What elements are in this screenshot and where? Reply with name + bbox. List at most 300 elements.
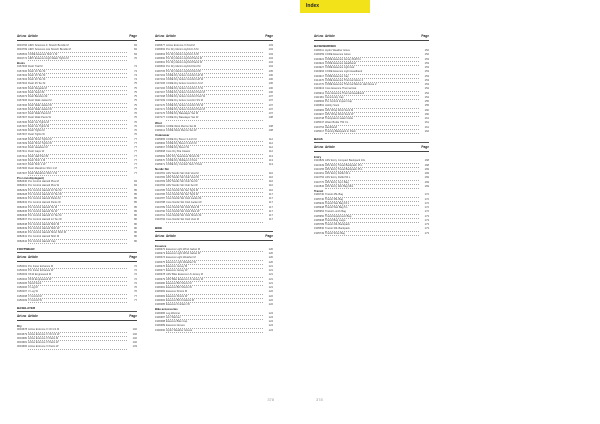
page-number: 113 (268, 163, 273, 166)
article-number: 1907165 (155, 82, 166, 86)
index-row[interactable] (155, 163, 273, 167)
article-number: 1904994 (314, 70, 325, 74)
article-title: CORE Dry Active Comfort LS W (166, 87, 263, 91)
page-number: 121 (268, 286, 273, 289)
index-row[interactable] (314, 130, 429, 134)
article-number: 1910349 (314, 163, 325, 167)
page-number: 77 (134, 167, 137, 171)
header-art: Art.no (17, 254, 27, 259)
header-rule (155, 40, 273, 41)
article-number: 1904781 (155, 171, 166, 175)
header-page: Page (129, 34, 137, 38)
article-number: 9082637 (17, 218, 28, 222)
page-number: 86 (134, 235, 137, 239)
page-number: 75 (134, 90, 137, 94)
article-number: 9167306 (17, 65, 28, 69)
article-title: Active Extreme X Pants W (28, 341, 127, 345)
article-title: CORE Dry Baselayer Set M (166, 112, 263, 116)
article-number: 1906459 (314, 53, 325, 57)
column-header (155, 34, 273, 40)
article-number: 9082631 (17, 184, 28, 188)
article-title: Community Cap (325, 96, 419, 100)
article-number: 1905950 (314, 214, 325, 218)
article-title: Core Nordic Ski Club Pant W (166, 210, 263, 214)
article-number: 1906694 (155, 65, 166, 69)
page-number: 120 (268, 252, 273, 255)
page-number: 113 (268, 158, 273, 162)
page-number: 104 (268, 56, 273, 60)
header-art: Art.no (17, 314, 27, 318)
article-number: 9082632 (17, 201, 28, 205)
index-row[interactable] (155, 129, 273, 133)
subsection-heading: Nordic Ski (155, 167, 169, 172)
article-title: Pro Dry Merino Hybrid Pants W (166, 61, 263, 65)
article-title: Pro Control Hazard 10 Tex W (28, 193, 127, 197)
header-art: Art.no (155, 34, 165, 38)
article-title: Rush Marathon Shirt 1 M (28, 167, 127, 171)
article-number: 1905667 (155, 146, 166, 149)
article-number: 9082635 (17, 209, 28, 213)
page-number: 120 (268, 256, 273, 260)
article-title: CORE Dry Active Comfort SS M (166, 99, 263, 103)
page-number: 116 (268, 188, 273, 192)
article-number: 1906377 (155, 269, 166, 272)
article-title: Pro Control Hazard Shirt M (28, 235, 127, 239)
article-number: 1907177 (155, 116, 166, 120)
article-title: Transparent water bottle (325, 117, 419, 121)
article-number: 9167308 (17, 137, 28, 141)
article-number: 1904782 (155, 175, 166, 179)
section-rule (17, 311, 137, 312)
article-title: Essence Gloves (166, 324, 263, 328)
page-number: 108 (268, 116, 273, 120)
article-number: 9167306 (17, 107, 28, 111)
article-title: ADV Entry Compact Backpack 10L (325, 159, 419, 163)
article-number: 1909012 (155, 129, 166, 132)
article-number: 9004679 (17, 332, 28, 336)
page-number: 74 (134, 65, 137, 69)
article-title: Essence Bib Knickers M (166, 299, 263, 303)
article-title: Pro Control Hazard 10 Tex M (28, 189, 127, 193)
article-number: 1906373 (155, 252, 166, 255)
article-number: 1904784 (155, 184, 166, 188)
page-number: 84 (134, 52, 137, 56)
article-title: CORE Essence Jersey Buff Kit (325, 58, 419, 62)
page-number: 72 (134, 281, 137, 285)
article-title: CORE Dry Boxer 6-Inch M (166, 142, 263, 146)
article-number: 9082628 (17, 192, 28, 196)
page-number: 113 (268, 154, 273, 158)
article-number: 9167307 (17, 124, 28, 128)
index-row[interactable] (155, 218, 273, 222)
article-number: 9004681 (17, 341, 28, 344)
header-page: Page (421, 34, 429, 38)
article-number: 1907166 (155, 86, 166, 90)
header-rule (155, 240, 273, 241)
article-number: 1904917 (314, 74, 325, 78)
article-title: ADV Entry Duffel 50 L (325, 176, 419, 180)
page-number: 169 (424, 167, 429, 171)
page-number: 107 (268, 107, 273, 111)
article-number: 9152073 (17, 95, 28, 98)
page-number: 117 (268, 192, 273, 196)
page-number: 121 (268, 264, 273, 268)
article-number: 1905938 (314, 218, 325, 222)
article-number: 1907164 (155, 78, 166, 81)
article-title: Rush Walk Pants W (28, 116, 127, 120)
right-page (288, 0, 600, 424)
page-number: 153 (424, 70, 429, 74)
article-number: 1906376 (155, 264, 166, 268)
page-number: 160 (424, 108, 429, 112)
article-title: Active Extreme X CN LS M (28, 328, 127, 332)
article-title: Pro Control Hazard Pants W (28, 201, 127, 205)
article-number: 9004682 (17, 345, 28, 349)
page-number: 106 (268, 86, 273, 90)
page-number: 75 (134, 103, 137, 107)
page-number: 124 (268, 328, 273, 332)
article-number: 9150007 (17, 290, 28, 294)
page-number: 74 (134, 73, 137, 77)
page-number: 112 (268, 141, 273, 145)
page-number: 172 (424, 193, 429, 197)
page-number: 106 (268, 90, 273, 94)
article-title: Rush 15 Tex M (28, 74, 127, 78)
article-number: 9167312 (17, 154, 28, 158)
page-number: 153 (424, 66, 429, 69)
article-number: 1906692 (155, 48, 166, 52)
article-title: ADV Entry Travel Backpack 25 L (325, 168, 419, 172)
article-number: 1905670 (155, 158, 166, 162)
article-number: 1910752 (314, 176, 325, 180)
column-header (314, 34, 429, 40)
page-number: 117 (268, 218, 273, 222)
page-number: 85 (134, 205, 137, 209)
page-number: 122 (268, 298, 273, 302)
index-row[interactable] (155, 303, 273, 307)
article-title: CORE Dry Active Comfort HZ M (166, 74, 263, 78)
article-title: CORE Dry Midlayer 2 Pant (166, 159, 263, 163)
article-title: ADV Dry Seamless Shorts M (166, 155, 263, 159)
article-title: Essence Shorts W (166, 295, 263, 299)
page-number: 124 (268, 311, 273, 315)
section-rule (314, 142, 429, 143)
page-number: 85 (134, 201, 137, 205)
article-number: 9167302 (17, 73, 28, 77)
article-number: 1906384 (155, 298, 166, 302)
article-number: 1904927 (314, 66, 325, 69)
article-number: 9167306 (17, 69, 28, 73)
article-number: 1906375 (155, 260, 166, 264)
index-row[interactable] (17, 345, 137, 349)
column-header (17, 314, 137, 320)
index-row[interactable] (17, 57, 137, 61)
index-row[interactable] (17, 172, 137, 176)
article-number: 1910846 (314, 184, 325, 188)
article-title: Rush Half Pant M (28, 155, 127, 159)
article-number: 9167304 (17, 82, 28, 86)
article-title: Essence Jersey M (166, 265, 263, 269)
article-title: Rush Shirt 1 M (28, 159, 127, 163)
article-title: Essence Light Wind Jacket W (166, 252, 263, 256)
article-title: ADV Nordic Ski Club Set M (166, 180, 263, 184)
index-row[interactable] (155, 329, 273, 333)
page-number: 86 (134, 231, 137, 234)
article-title: CORE Dry Active Comfort HZ W (166, 78, 263, 82)
article-title: Pro Control Hazard Cap (28, 240, 127, 244)
article-title: CORE Essence Light Headband (325, 70, 419, 74)
page-number: 75 (134, 99, 137, 103)
page-number: 160 (424, 112, 429, 116)
article-title: Rush Tights M (28, 129, 127, 133)
page-number: 104 (268, 52, 273, 56)
subsection-heading: Underwear (155, 133, 170, 138)
article-number: 9150009 (17, 298, 28, 302)
page-number: 104 (268, 61, 273, 64)
page-number: 161 (424, 117, 429, 120)
article-number: 1904790 (155, 209, 166, 213)
page-number: 172 (424, 206, 429, 209)
page-number: 162 (424, 129, 429, 133)
page-number: 103 (268, 44, 273, 47)
subsection-heading: Wool (155, 120, 162, 125)
article-title: Rush Marathon Shirt 1 W (28, 172, 127, 176)
article-title: Pro Inster Enhance M (28, 265, 127, 269)
article-title: ADV Wrap Wool Sock W (325, 113, 419, 117)
article-title: Transit Equipment Bag (325, 215, 419, 219)
page-number: 84 (134, 44, 137, 47)
article-number: 1905047 (314, 121, 325, 125)
page-number: 153 (424, 57, 429, 61)
article-title: Active Extreme X Pants W (28, 345, 127, 349)
article-number: 9167306 (17, 158, 28, 162)
page-number: 153 (424, 74, 429, 78)
article-title: CORE Dry Comfort Sub-T Pant (166, 163, 263, 167)
article-number: 1906740 (314, 193, 325, 197)
article-title: ADV Entry Wet Bag Mini (325, 185, 419, 189)
article-number: 1910829 (314, 159, 325, 163)
article-number: 1906380 (155, 281, 166, 285)
article-number: 1907171 (155, 107, 166, 111)
page-number: 161 (424, 121, 429, 125)
article-number: 9150005 (17, 281, 28, 285)
index-row[interactable] (155, 116, 273, 120)
article-title: Rush Walk Pants M (28, 112, 127, 116)
section-rule (17, 252, 137, 253)
column-header (17, 34, 137, 40)
page-number: 77 (134, 146, 137, 149)
page-number: 77 (134, 298, 137, 302)
page-number: 124 (268, 324, 273, 328)
page-number: 72 (134, 277, 137, 281)
article-title: Core Nordic Ski Club Jacket W (166, 201, 263, 205)
article-title: Rush Shirt 1 W (28, 163, 127, 167)
article-number: 1906891 (314, 104, 325, 108)
page-number: 72 (134, 273, 137, 277)
article-number: 1906372 (155, 247, 166, 251)
page-number: 77 (134, 171, 137, 175)
article-title: CORE Essence Thermal Glove 2 (325, 79, 419, 83)
article-title: ADV Nordic Ski Club Vest M (166, 172, 263, 176)
article-title: Core Nordic Ski Set Tight M (166, 189, 263, 193)
article-title: Pro Dry Merino Hybrid LS M (166, 48, 263, 52)
article-number: 9082641 (17, 235, 28, 239)
header-art: Art.no (314, 34, 324, 38)
article-title: XF10 Engineered M (28, 273, 127, 277)
article-title: ADV Nordic Ski Club Vest W (166, 176, 263, 180)
page-number: 77 (134, 150, 137, 154)
article-title: Core Nordic Ski Set Tight W (166, 193, 263, 197)
page-number: 169 (424, 176, 429, 180)
article-title: Rush Tights W (28, 133, 127, 137)
article-number: 1906382 (155, 290, 166, 294)
article-number: 1904913 (314, 87, 325, 91)
article-number: 1905749 (314, 231, 325, 235)
page-number: 116 (268, 180, 273, 183)
article-number: 9004774 (17, 56, 28, 60)
page-number: 173 (424, 227, 429, 231)
left-page (0, 0, 288, 424)
header-rule (17, 261, 137, 262)
header-article: Article (325, 34, 335, 38)
index-column-2 (155, 34, 273, 333)
article-number: 1905671 (155, 163, 166, 166)
index-row[interactable] (314, 185, 429, 189)
article-number: 9167311 (17, 150, 27, 154)
article-number: 1905949 (314, 201, 325, 205)
article-title: CORE Dry Active Comfort SS W (166, 104, 263, 108)
article-title: Core Nordic Ski Club Jacket M (166, 197, 263, 201)
index-row[interactable] (17, 299, 137, 303)
header-article: Article (166, 233, 176, 238)
page-number: 124 (268, 320, 273, 323)
page-number: 77 (134, 137, 137, 141)
section-heading: FOOTWEAR (17, 246, 35, 251)
page-number: 84 (134, 48, 137, 52)
article-number: 1904921 (314, 57, 325, 61)
page-number: 104 (268, 65, 273, 69)
article-number: 1906386 (155, 311, 166, 315)
page-number: 112 (268, 137, 273, 141)
section-heading: BASELAYER (17, 306, 36, 310)
article-title: Transit Bag Large (325, 219, 419, 223)
article-title: Arm Warmer (166, 316, 263, 320)
article-title: Core Nordic Ski Club Vest M (166, 218, 263, 222)
article-number: 9004766 (17, 44, 28, 47)
article-number: 9082634 (17, 205, 28, 209)
page-number: 74 (134, 78, 137, 81)
article-title: Active Extreme X Kind M (166, 44, 263, 48)
article-title: ADV Entry Duffel 30 L (325, 172, 419, 176)
page-number: 107 (268, 99, 273, 103)
subsection-heading: Essence (155, 243, 167, 248)
index-column-1 (17, 34, 137, 350)
page-number: 152 (424, 53, 429, 57)
article-title: Active Extreme X CN LS W (28, 333, 127, 337)
article-title: Transit 30L Backpack (325, 227, 419, 231)
header-page: Page (129, 254, 137, 259)
header-page: Page (129, 314, 137, 318)
article-number: 1904791 (155, 214, 166, 217)
page-number: 76 (134, 133, 137, 137)
header-rule (314, 151, 429, 152)
article-title: Essence Bib Shorts M (166, 282, 263, 286)
page-number: 154 (424, 95, 429, 99)
index-row[interactable] (17, 240, 137, 244)
page-number: 76 (134, 124, 137, 128)
article-number: 1904792 (155, 218, 166, 222)
article-title: CORE Essence Glove (325, 53, 419, 57)
page-number: 85 (134, 197, 137, 200)
article-title: Pro Dry Merino Hybrid LS W (166, 53, 263, 57)
article-title: Transit Wet Bag 5 L (325, 206, 419, 210)
page-number: 168 (424, 163, 429, 167)
article-number: 1906381 (155, 286, 166, 289)
article-title: Rush Walk Jacket W (28, 104, 127, 108)
page-number: 76 (134, 120, 137, 124)
article-number: 1904907 (314, 112, 325, 116)
article-title: ADV Entry Gym Bag (325, 181, 419, 185)
article-number: 1906390 (155, 328, 166, 332)
article-number: 1907169 (155, 99, 166, 103)
article-title: Essence Light Wind Jacket M (166, 248, 263, 252)
article-number: 9082630 (17, 180, 28, 183)
page-number: 122 (268, 294, 273, 298)
article-title: CORE Dry Active Comfort Pant W (166, 95, 263, 99)
article-title: Essence Jersey W (166, 269, 263, 273)
article-number: 1906705 (155, 69, 166, 73)
page-number: 106 (268, 73, 273, 77)
article-title: Training Backpack In Pack (325, 130, 419, 134)
index-row[interactable] (314, 232, 429, 236)
article-title: CORE Essence Shirt 1 M (28, 53, 127, 57)
article-title: Rush Go Tights M (28, 121, 127, 125)
article-title: CORE Dry Boxer W (166, 146, 263, 150)
article-title: Pro Control Impact Cap (325, 100, 419, 104)
article-title: Pro Inster Enhance W (28, 269, 127, 273)
page-number: 85 (134, 209, 137, 213)
article-title: Pro Dry Merino Hybrid Kind M (166, 65, 263, 69)
subsection-heading: Dry (17, 324, 22, 328)
header-art: Art.no (155, 233, 165, 238)
article-title: Rush Walk Jacket W (28, 108, 127, 112)
article-title: Rush Bamboo M (28, 95, 127, 99)
page-number: 85 (134, 188, 137, 192)
article-title: V Lug M (28, 286, 127, 290)
article-title: CORE Wool Merino Set W (166, 129, 263, 133)
right-page-number: 378 (316, 397, 323, 402)
article-number: 9082639 (17, 226, 28, 230)
page-number: 102 (132, 332, 137, 336)
article-number: 1904787 (155, 197, 166, 200)
page-number: 169 (424, 172, 429, 175)
page-number: 106 (268, 78, 273, 81)
article-number: 1907167 (155, 90, 166, 94)
header-page: Page (265, 233, 273, 238)
page-number: 75 (134, 82, 137, 86)
article-title: Pro Control Hazard Shirt M (28, 223, 127, 227)
article-title: CORE Dry Active Comfort Pant M (166, 108, 263, 112)
page-number: 72 (134, 269, 137, 272)
header-rule (17, 320, 137, 321)
article-number: 9150003 (17, 273, 28, 277)
page-number: 152 (424, 49, 429, 52)
page-number: 76 (134, 286, 137, 289)
article-number: 1904785 (155, 188, 166, 192)
page-number: 172 (424, 197, 429, 201)
page-number: 154 (424, 91, 429, 95)
page-number: 112 (268, 146, 273, 149)
